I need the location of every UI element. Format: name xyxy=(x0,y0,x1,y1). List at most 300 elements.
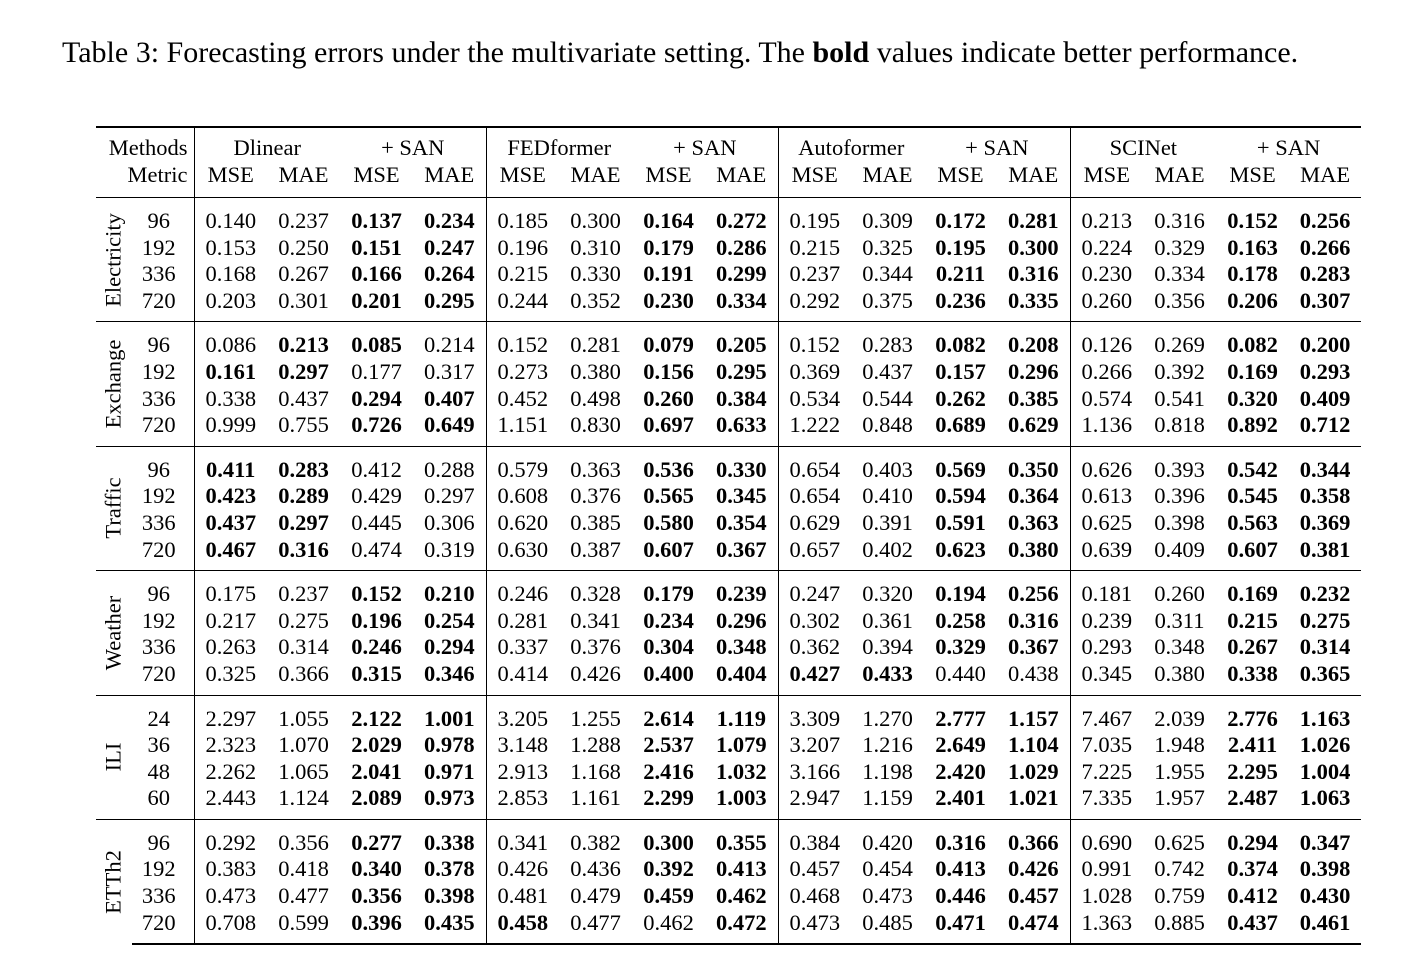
value-cell: 0.363 xyxy=(559,446,632,483)
value-cell: 0.413 xyxy=(935,856,986,882)
value-cell: 3.148 xyxy=(486,732,559,759)
value-cell: 1.163 xyxy=(1289,695,1361,732)
value-cell: 0.383 xyxy=(194,856,267,883)
value-cell: 0.179 xyxy=(643,234,694,260)
value-cell: 0.607 xyxy=(1227,536,1278,562)
value-cell: 0.381 xyxy=(1299,536,1351,562)
value-cell: 0.224 xyxy=(1070,235,1143,262)
value-cell: 0.438 xyxy=(1007,660,1059,686)
value-cell: 1.270 xyxy=(851,695,924,732)
method-header: SCINet xyxy=(1070,127,1216,161)
value-cell: 0.471 xyxy=(924,910,997,945)
value-cell: 0.436 xyxy=(570,856,621,882)
value-cell: 0.181 xyxy=(1070,571,1143,608)
value-cell: 0.712 xyxy=(1299,412,1351,438)
value-cell: 0.348 xyxy=(1154,634,1205,660)
method-header: Autoformer xyxy=(778,127,924,161)
metric-header: MAE xyxy=(1008,162,1059,187)
value-cell: 1.288 xyxy=(570,732,621,758)
value-cell: 0.563 xyxy=(1227,509,1278,535)
value-cell: 1.104 xyxy=(1007,732,1059,758)
value-cell: 1.119 xyxy=(705,695,778,732)
value-cell: 0.437 xyxy=(862,358,913,384)
value-cell: 0.311 xyxy=(1154,607,1205,633)
value-cell: 0.264 xyxy=(423,261,475,287)
metric-header: MAE xyxy=(1300,162,1351,187)
value-cell: 1.255 xyxy=(559,695,632,732)
value-cell: 0.352 xyxy=(570,287,621,313)
value-cell: 0.215 xyxy=(778,235,851,262)
dataset-label-cell xyxy=(96,571,132,695)
value-cell: 0.534 xyxy=(778,386,851,413)
horizon-cell: 192 xyxy=(141,358,176,384)
value-cell: 0.639 xyxy=(1070,537,1143,571)
value-cell: 0.446 xyxy=(935,883,986,909)
value-cell: 0.690 xyxy=(1070,819,1143,856)
value-cell: 0.892 xyxy=(1227,412,1278,438)
value-cell: 7.035 xyxy=(1070,732,1143,759)
value-cell: 0.367 xyxy=(715,536,767,562)
dataset-name: Exchange xyxy=(100,339,126,429)
dataset-name: ETTh2 xyxy=(100,850,126,914)
value-cell: 0.433 xyxy=(862,660,913,686)
value-cell: 2.487 xyxy=(1227,785,1278,811)
metric-header: MAE xyxy=(1154,162,1205,187)
value-cell: 0.266 xyxy=(1299,234,1351,260)
value-cell: 0.239 xyxy=(705,571,778,608)
horizon-cell: 96 xyxy=(132,198,194,235)
value-cell: 0.293 xyxy=(1070,634,1143,661)
method-header: + SAN xyxy=(1216,127,1361,161)
value-cell: 2.913 xyxy=(486,759,559,786)
value-cell: 2.295 xyxy=(1227,758,1278,784)
value-cell: 0.260 xyxy=(1143,571,1216,608)
value-cell: 0.437 xyxy=(278,385,329,411)
value-cell: 0.153 xyxy=(194,235,267,262)
value-cell: 0.246 xyxy=(351,634,402,660)
value-cell: 2.122 xyxy=(340,695,413,732)
value-cell: 0.273 xyxy=(486,359,559,386)
value-cell: 1.159 xyxy=(862,785,913,811)
value-cell: 0.375 xyxy=(862,287,913,313)
value-cell: 0.427 xyxy=(778,661,851,695)
value-cell: 0.294 xyxy=(423,634,475,660)
value-cell: 0.978 xyxy=(423,732,475,758)
table-row xyxy=(96,235,1361,262)
value-cell: 0.341 xyxy=(570,607,621,633)
value-cell: 0.215 xyxy=(486,261,559,288)
value-cell: 0.366 xyxy=(278,660,329,686)
value-cell: 0.657 xyxy=(778,537,851,571)
value-cell: 0.462 xyxy=(632,910,705,945)
value-cell: 0.297 xyxy=(423,483,475,509)
value-cell: 0.423 xyxy=(194,483,267,510)
value-cell: 0.363 xyxy=(1007,509,1059,535)
horizon-cell: 96 xyxy=(132,571,194,608)
value-cell: 0.079 xyxy=(632,322,705,359)
value-cell: 0.398 xyxy=(423,883,475,909)
value-cell: 1.055 xyxy=(267,695,340,732)
horizon-cell: 720 xyxy=(141,287,176,313)
value-cell: 0.230 xyxy=(643,287,694,313)
value-cell: 0.412 xyxy=(1227,883,1278,909)
value-cell: 0.260 xyxy=(1070,288,1143,322)
value-cell: 0.412 xyxy=(340,446,413,483)
value-cell: 0.356 xyxy=(1154,287,1205,313)
value-cell: 0.542 xyxy=(1216,446,1289,483)
value-cell: 0.350 xyxy=(997,446,1070,483)
value-cell: 0.168 xyxy=(194,261,267,288)
table-row xyxy=(96,510,1361,537)
value-cell: 0.374 xyxy=(1227,856,1278,882)
horizon-cell: 96 xyxy=(132,446,194,483)
value-cell: 0.330 xyxy=(705,446,778,483)
dataset-label-cell xyxy=(96,819,132,944)
table-row xyxy=(96,571,1361,608)
table-row xyxy=(96,732,1361,759)
value-cell: 0.292 xyxy=(778,288,851,322)
value-cell: 0.262 xyxy=(935,385,986,411)
value-cell: 0.629 xyxy=(778,510,851,537)
value-cell: 1.124 xyxy=(278,785,329,811)
value-cell: 0.164 xyxy=(632,198,705,235)
table-row xyxy=(96,634,1361,661)
value-cell: 1.021 xyxy=(1007,785,1059,811)
value-cell: 1.157 xyxy=(997,695,1070,732)
value-cell: 0.392 xyxy=(643,856,694,882)
value-cell: 0.361 xyxy=(862,607,913,633)
value-cell: 0.485 xyxy=(851,910,924,945)
value-cell: 0.435 xyxy=(413,910,486,945)
value-cell: 0.346 xyxy=(423,660,475,686)
value-cell: 0.329 xyxy=(1154,234,1205,260)
value-cell: 3.166 xyxy=(778,759,851,786)
value-cell: 0.579 xyxy=(486,446,559,483)
value-cell: 0.382 xyxy=(559,819,632,856)
value-cell: 0.445 xyxy=(351,509,402,535)
header-row-metrics xyxy=(96,161,1361,198)
value-cell: 0.498 xyxy=(570,385,621,411)
value-cell: 0.247 xyxy=(778,571,851,608)
value-cell: 0.404 xyxy=(715,660,767,686)
value-cell: 0.294 xyxy=(1216,819,1289,856)
value-cell: 0.267 xyxy=(1227,634,1278,660)
value-cell: 0.161 xyxy=(194,359,267,386)
value-cell: 2.262 xyxy=(194,759,267,786)
value-cell: 3.207 xyxy=(778,732,851,759)
value-cell: 0.179 xyxy=(632,571,705,608)
method-header: + SAN xyxy=(340,127,486,161)
value-cell: 0.283 xyxy=(267,446,340,483)
methods-header-label: Methods xyxy=(96,127,194,161)
value-cell: 0.708 xyxy=(194,910,267,945)
value-cell: 0.151 xyxy=(351,234,402,260)
value-cell: 0.355 xyxy=(705,819,778,856)
value-cell: 0.345 xyxy=(1070,661,1143,695)
value-cell: 0.391 xyxy=(862,509,913,535)
value-cell: 0.137 xyxy=(340,198,413,235)
horizon-cell: 192 xyxy=(141,856,176,882)
value-cell: 0.885 xyxy=(1143,910,1216,945)
value-cell: 0.366 xyxy=(997,819,1070,856)
value-cell: 0.082 xyxy=(1216,322,1289,359)
value-cell: 2.416 xyxy=(643,758,694,784)
value-cell: 2.297 xyxy=(194,695,267,732)
value-cell: 0.380 xyxy=(1007,536,1059,562)
value-cell: 0.384 xyxy=(778,819,851,856)
dataset-label-cell xyxy=(96,198,132,322)
horizon-cell: 720 xyxy=(141,536,176,562)
value-cell: 0.232 xyxy=(1289,571,1361,608)
value-cell: 0.620 xyxy=(486,510,559,537)
value-cell: 0.203 xyxy=(194,288,267,322)
value-cell: 0.316 xyxy=(278,536,329,562)
value-cell: 2.649 xyxy=(935,732,986,758)
value-cell: 0.689 xyxy=(935,412,986,438)
caption-prefix: Table 3: Forecasting errors under the multivariate setting. The xyxy=(62,36,813,69)
table-row xyxy=(96,759,1361,786)
value-cell: 1.216 xyxy=(862,732,913,758)
value-cell: 0.320 xyxy=(851,571,924,608)
value-cell: 0.281 xyxy=(997,198,1070,235)
value-cell: 0.599 xyxy=(267,910,340,945)
value-cell: 0.623 xyxy=(935,536,986,562)
horizon-cell: 192 xyxy=(141,234,176,260)
metric-header: MAE xyxy=(570,162,621,187)
value-cell: 0.380 xyxy=(1154,660,1205,686)
value-cell: 0.200 xyxy=(1289,322,1361,359)
value-cell: 0.385 xyxy=(1007,385,1059,411)
value-cell: 1.063 xyxy=(1299,785,1351,811)
value-cell: 0.234 xyxy=(413,198,486,235)
table-row xyxy=(96,386,1361,413)
value-cell: 0.334 xyxy=(1154,261,1205,287)
value-cell: 0.250 xyxy=(278,234,329,260)
value-cell: 2.401 xyxy=(935,785,986,811)
value-cell: 0.755 xyxy=(278,412,329,438)
value-cell: 0.330 xyxy=(570,261,621,287)
value-cell: 1.168 xyxy=(570,758,621,784)
value-cell: 0.237 xyxy=(267,198,340,235)
value-cell: 0.191 xyxy=(643,261,694,287)
value-cell: 0.316 xyxy=(1143,198,1216,235)
value-cell: 2.039 xyxy=(1143,695,1216,732)
value-cell: 0.580 xyxy=(643,509,694,535)
value-cell: 0.337 xyxy=(486,634,559,661)
value-cell: 1.136 xyxy=(1070,412,1143,446)
value-cell: 0.254 xyxy=(423,607,475,633)
value-cell: 0.275 xyxy=(1299,607,1351,633)
value-cell: 2.443 xyxy=(194,785,267,819)
value-cell: 0.301 xyxy=(278,287,329,313)
value-cell: 0.387 xyxy=(570,536,621,562)
value-cell: 0.569 xyxy=(924,446,997,483)
value-cell: 1.070 xyxy=(278,732,329,758)
value-cell: 0.409 xyxy=(1299,385,1351,411)
method-header: Dlinear xyxy=(194,127,340,161)
value-cell: 0.973 xyxy=(423,785,475,811)
value-cell: 0.260 xyxy=(643,385,694,411)
horizon-cell: 96 xyxy=(132,819,194,856)
value-cell: 0.474 xyxy=(997,910,1070,945)
horizon-cell: 96 xyxy=(132,322,194,359)
value-cell: 0.407 xyxy=(423,385,475,411)
value-cell: 0.413 xyxy=(715,856,767,882)
value-cell: 0.384 xyxy=(715,385,767,411)
value-cell: 2.853 xyxy=(486,785,559,819)
value-cell: 0.971 xyxy=(423,758,475,784)
value-cell: 0.085 xyxy=(340,322,413,359)
value-cell: 0.300 xyxy=(1007,234,1059,260)
value-cell: 0.217 xyxy=(194,608,267,635)
caption-bold-word: bold xyxy=(812,36,870,69)
value-cell: 1.222 xyxy=(778,412,851,446)
value-cell: 0.649 xyxy=(423,412,475,438)
value-cell: 0.194 xyxy=(924,571,997,608)
caption-suffix: values indicate better performance. xyxy=(869,36,1299,69)
value-cell: 0.545 xyxy=(1227,483,1278,509)
value-cell: 0.380 xyxy=(570,358,621,384)
value-cell: 2.089 xyxy=(351,785,402,811)
method-header: FEDformer xyxy=(486,127,632,161)
dataset-name: ILI xyxy=(100,742,126,772)
value-cell: 0.316 xyxy=(1007,607,1059,633)
value-cell: 0.234 xyxy=(643,607,694,633)
value-cell: 0.082 xyxy=(924,322,997,359)
value-cell: 0.414 xyxy=(486,661,559,695)
value-cell: 0.999 xyxy=(194,412,267,446)
value-cell: 0.348 xyxy=(715,634,767,660)
value-cell: 0.364 xyxy=(1007,483,1059,509)
value-cell: 0.437 xyxy=(194,510,267,537)
value-cell: 0.126 xyxy=(1070,322,1143,359)
value-cell: 0.283 xyxy=(851,322,924,359)
value-cell: 0.296 xyxy=(1007,358,1059,384)
value-cell: 0.163 xyxy=(1227,234,1278,260)
value-cell: 0.625 xyxy=(1070,510,1143,537)
value-cell: 0.608 xyxy=(486,483,559,510)
value-cell: 0.152 xyxy=(340,571,413,608)
horizon-cell: 192 xyxy=(141,607,176,633)
value-cell: 0.256 xyxy=(1289,198,1361,235)
value-cell: 0.830 xyxy=(570,412,621,438)
value-cell: 0.320 xyxy=(1227,385,1278,411)
value-cell: 0.354 xyxy=(715,509,767,535)
value-cell: 0.175 xyxy=(194,571,267,608)
table-caption xyxy=(62,34,1392,72)
value-cell: 0.452 xyxy=(486,386,559,413)
value-cell: 0.288 xyxy=(413,446,486,483)
horizon-cell: 336 xyxy=(141,261,176,287)
dataset-name: Weather xyxy=(100,595,126,671)
value-cell: 2.029 xyxy=(351,732,402,758)
value-cell: 0.152 xyxy=(778,322,851,359)
value-cell: 0.316 xyxy=(924,819,997,856)
value-cell: 2.411 xyxy=(1227,732,1278,758)
value-cell: 0.289 xyxy=(278,483,329,509)
value-cell: 0.328 xyxy=(559,571,632,608)
value-cell: 0.169 xyxy=(1216,571,1289,608)
metric-header: MAE xyxy=(424,162,475,187)
horizon-cell: 720 xyxy=(141,412,176,438)
value-cell: 1.079 xyxy=(715,732,767,758)
value-cell: 0.314 xyxy=(1299,634,1351,660)
value-cell: 1.065 xyxy=(278,758,329,784)
value-cell: 0.297 xyxy=(278,509,329,535)
value-cell: 1.028 xyxy=(1070,883,1143,910)
value-cell: 0.299 xyxy=(715,261,767,287)
value-cell: 0.213 xyxy=(1070,198,1143,235)
value-cell: 1.363 xyxy=(1070,910,1143,945)
method-header: + SAN xyxy=(924,127,1070,161)
value-cell: 0.574 xyxy=(1070,386,1143,413)
metric-header: MAE xyxy=(716,162,767,187)
method-header: + SAN xyxy=(632,127,778,161)
horizon-cell: 720 xyxy=(132,910,194,945)
value-cell: 0.283 xyxy=(1299,261,1351,287)
value-cell: 2.537 xyxy=(643,732,694,758)
value-cell: 0.246 xyxy=(486,571,559,608)
value-cell: 0.344 xyxy=(862,261,913,287)
value-cell: 0.697 xyxy=(643,412,694,438)
metric-header: MSE xyxy=(1070,161,1143,198)
value-cell: 0.565 xyxy=(643,483,694,509)
value-cell: 0.633 xyxy=(715,412,767,438)
table-row xyxy=(96,446,1361,483)
value-cell: 1.955 xyxy=(1154,758,1205,784)
metric-header: MSE xyxy=(486,161,559,198)
value-cell: 0.304 xyxy=(643,634,694,660)
value-cell: 0.316 xyxy=(1007,261,1059,287)
value-cell: 0.256 xyxy=(997,571,1070,608)
value-cell: 0.344 xyxy=(1289,446,1361,483)
value-cell: 0.300 xyxy=(559,198,632,235)
value-cell: 0.258 xyxy=(935,607,986,633)
value-cell: 0.281 xyxy=(559,322,632,359)
value-cell: 0.398 xyxy=(1154,509,1205,535)
value-cell: 0.230 xyxy=(1070,261,1143,288)
value-cell: 0.211 xyxy=(935,261,986,287)
value-cell: 0.178 xyxy=(1227,261,1278,287)
value-cell: 0.654 xyxy=(778,483,851,510)
value-cell: 0.267 xyxy=(278,261,329,287)
metric-header: MSE xyxy=(778,161,851,198)
horizon-cell: 60 xyxy=(147,785,170,811)
table-row xyxy=(96,695,1361,732)
horizon-cell: 36 xyxy=(147,732,170,758)
horizon-cell: 336 xyxy=(141,634,176,660)
value-cell: 0.477 xyxy=(278,883,329,909)
value-cell: 0.319 xyxy=(423,536,475,562)
value-cell: 0.166 xyxy=(351,261,402,287)
table-row xyxy=(96,198,1361,235)
table-row xyxy=(96,819,1361,856)
value-cell: 0.297 xyxy=(278,358,329,384)
table-row xyxy=(96,608,1361,635)
value-cell: 0.356 xyxy=(351,883,402,909)
metric-header: MSE xyxy=(353,162,400,187)
value-cell: 0.376 xyxy=(570,483,621,509)
value-cell: 0.302 xyxy=(778,608,851,635)
value-cell: 0.213 xyxy=(267,322,340,359)
value-cell: 0.266 xyxy=(1070,359,1143,386)
value-cell: 1.957 xyxy=(1154,785,1205,811)
value-cell: 0.334 xyxy=(715,287,767,313)
value-cell: 0.338 xyxy=(1227,660,1278,686)
value-cell: 2.420 xyxy=(935,758,986,784)
value-cell: 0.473 xyxy=(862,883,913,909)
value-cell: 0.461 xyxy=(1289,910,1361,945)
